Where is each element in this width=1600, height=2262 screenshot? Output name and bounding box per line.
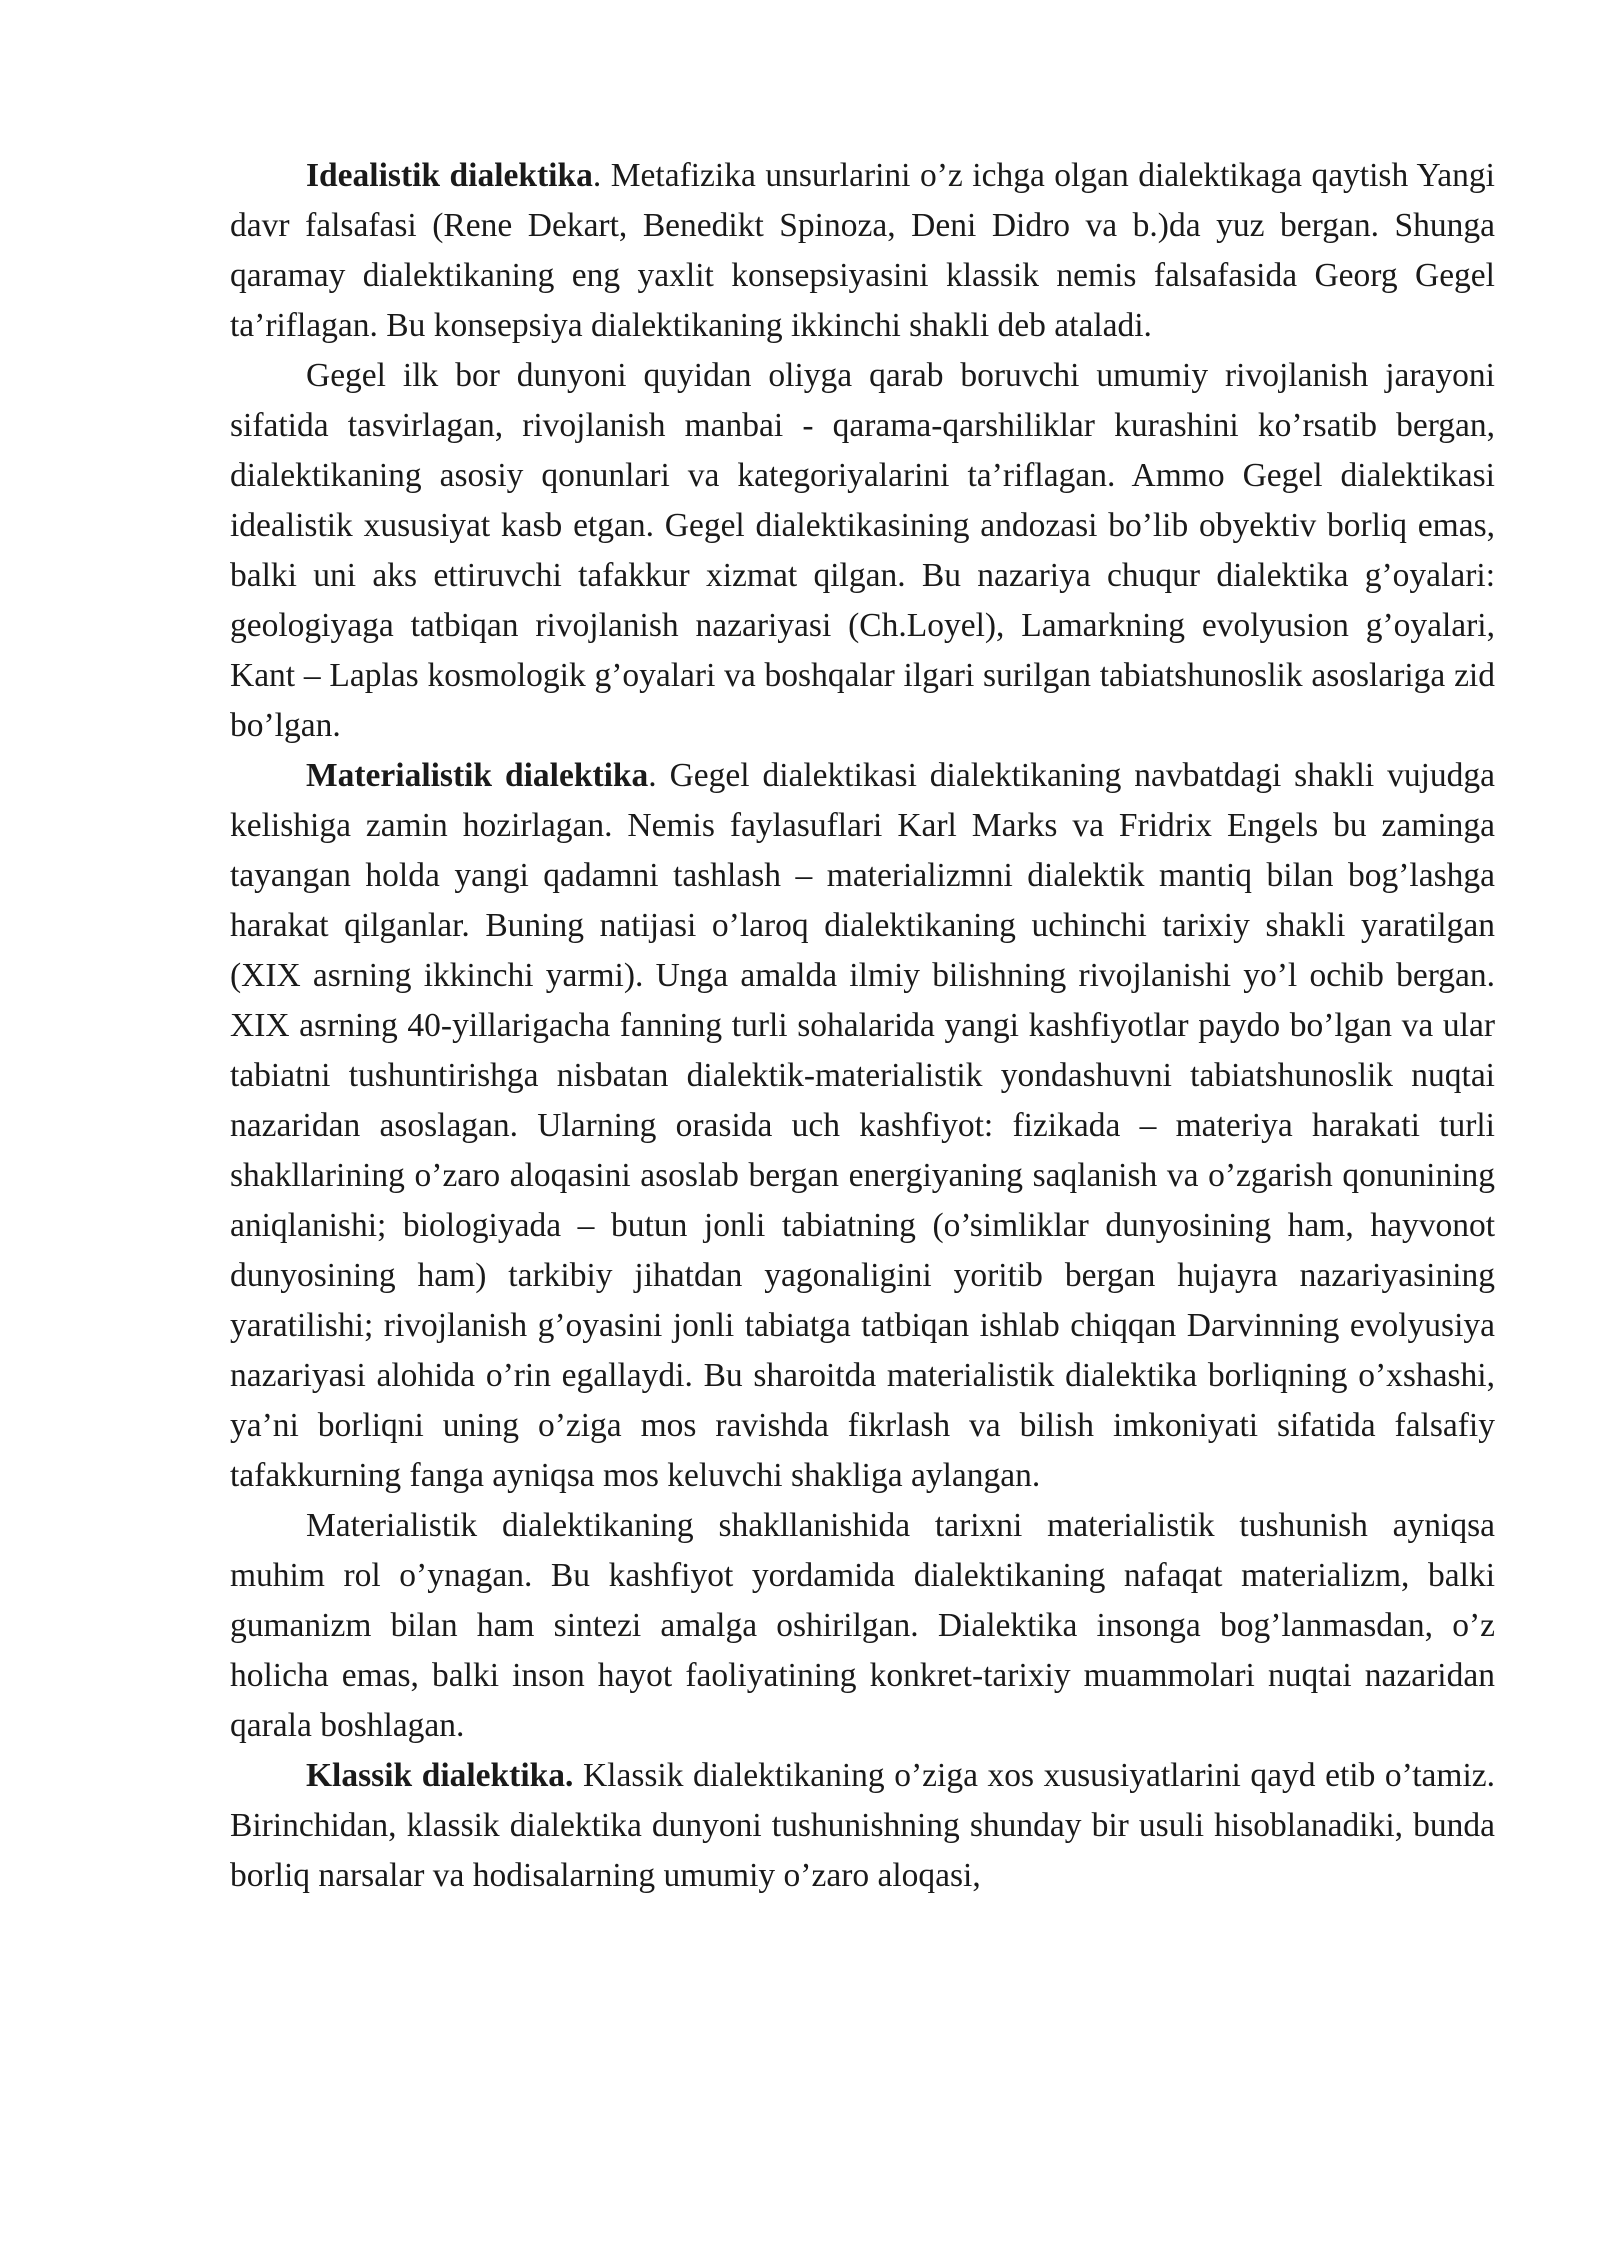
paragraph-gegel	[230, 351, 1495, 751]
paragraph-text: Materialistik dialektikaning shakllanishida tarixni materialistik tushunish ayniqsa muhim rol o’ynagan. Bu kashfiyot yordamida dialektikaning nafaqat materializm, balki gumanizm bilan ham sintezi amalga oshirilgan. Dialektika insonga bog’lanmasdan, o’z holicha emas, balki inson hayot faoliyatining konkret-tarixiy muammolari nuqtai nazaridan qarala boshlagan.	[230, 1507, 1495, 1744]
term-suffix: .	[648, 757, 657, 794]
paragraph-text: Klassik dialektikaning o’ziga xos xususiyatlarini qayd etib o’tamiz. Birinchidan, klassik dialektika dunyoni tushunishning shunday bir usuli hisoblanadiki, bunda borliq narsalar va hodisalarning umumiy o’zaro aloqasi,	[230, 1757, 1495, 1894]
term-heading: Klassik dialektika.	[306, 1757, 574, 1794]
term-heading: Idealistik dialektika	[306, 157, 593, 194]
document-page	[230, 151, 1495, 1901]
paragraph-klassik-dialektika	[230, 1751, 1495, 1901]
paragraph-idealistik-dialektika	[230, 151, 1495, 351]
paragraph-materialistik-dialektika	[230, 751, 1495, 1501]
paragraph-text: Gegel dialektikasi dialektikaning navbatdagi shakli vujudga kelishiga zamin hozirlagan. Nemis faylasuflari Karl Marks va Fridrix Engels bu zaminga tayangan holda yangi qadamni tashlash – materializmni dialektik mantiq bilan bog’lashga harakat qilganlar. Buning natijasi o’laroq dialektikaning uchinchi tarixiy shakli yaratilgan (XIX asrning ikkinchi yarmi). Unga amalda ilmiy bilishning rivojlanishi yo’l ochib bergan. XIX asrning 40-yillarigacha fanning turli sohalarida yangi kashfiyotlar paydo bo’lgan va ular tabiatni tushuntirishga nisbatan dialektik-materialistik yondashuvni tabiatshunoslik nuqtai nazaridan asoslagan. Ularning orasida uch kashfiyot: fizikada – materiya harakati turli shakllarining o’zaro aloqasini asoslab bergan energiyaning saqlanish va o’zgarish qonunining aniqlanishi; biologiyada – butun jonli tabiatning (o’simliklar dunyosining ham, hayvonot dunyosining ham) tarkibiy jihatdan yagonaligini yoritib bergan hujayra nazariyasining yaratilishi; rivojlanish g’oyasini jonli tabiatga tatbiqan ishlab chiqqan Darvinning evolyusiya nazariyasi alohida o’rin egallaydi. Bu sharoitda materialistik dialektika borliqning o’xshashi, ya’ni borliqni uning o’ziga mos ravishda fikrlash va bilish imkoniyati sifatida falsafiy tafakkurning fanga ayniqsa mos keluvchi shakliga aylangan.	[230, 757, 1495, 1494]
paragraph-materialistik-shakllanish	[230, 1501, 1495, 1751]
term-suffix: .	[592, 157, 602, 194]
term-heading: Materialistik dialektika	[306, 757, 649, 794]
paragraph-text: Metafizika unsurlarini o’z ichga olgan dialektikaga qaytish Yangi davr falsafasi (Rene Dekart, Benedikt Spinoza, Deni Didro va b.)da yuz bergan. Shunga qaramay dialektikaning eng yaxlit konsepsiyasini klassik nemis falsafasida Georg Gegel ta’riflagan. Bu konsepsiya dialektikaning ikkinchi shakli deb ataladi.	[230, 157, 1495, 344]
paragraph-text: Gegel ilk bor dunyoni quyidan oliyga qarab boruvchi umumiy rivojlanish jarayoni sifatida tasvirlagan, rivojlanish manbai - qarama-qarshiliklar kurashini ko’rsatib bergan, dialektikaning asosiy qonunlari va kategoriyalarini ta’riflagan. Ammo Gegel dialektikasi idealistik xususiyat kasb etgan. Gegel dialektikasining andozasi bo’lib obyektiv borliq emas, balki uni aks ettiruvchi tafakkur xizmat qilgan. Bu nazariya chuqur dialektika g’oyalari: geologiyaga tatbiqan rivojlanish nazariyasi (Ch.Loyel), Lamarkning evolyusion g’oyalari, Kant – Laplas kosmologik g’oyalari va boshqalar ilgari surilgan tabiatshunoslik asoslariga zid bo’lgan.	[230, 357, 1495, 744]
